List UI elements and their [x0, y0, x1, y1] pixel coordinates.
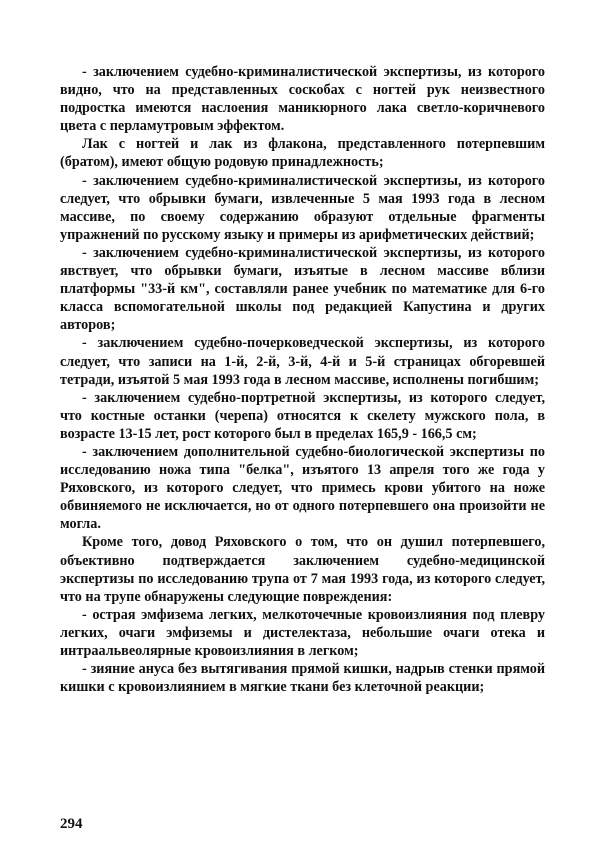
paragraph-knife-expertise: - заключением дополнительной судебно-биологической экспертизы по исследованию ножа типа "белка", изъятого 13 апреля того же года у Ряховского, из которого следует, что примесь крови убитого на ноже обвиняемого не исключается, но от одного потерпевшего она произойти не могла.	[60, 443, 545, 533]
paragraph-paper-fragments: - заключением судебно-криминалистической экспертизы, из которого следует, что обрывки бумаги, извлеченные 5 мая 1993 года в лесном массиве, по своему содержанию образуют отдельные фрагменты упражнений по русскому языку и примеры из арифметических действий;	[60, 172, 545, 243]
body-text	[60, 63, 545, 696]
paragraph-expertise-lacquer: - заключением судебно-криминалистической экспертизы, из которого видно, что на представленных соскобах с ногтей рук неизвестного подростка имеются наслоения маникюрного лака светло-коричневого цвета с перламутровым эффектом.	[60, 64, 545, 135]
paragraph-math-textbook: - заключением судебно-криминалистической экспертизы, из которого явствует, что обрывки бумаги, изъятые в лесном массиве вблизи платформы "33-й км", составляли ранее учебник по математике для 6-го класса вспомогательной школы под редакцией Капустина и других авторов;	[60, 244, 545, 334]
paragraph-rectal-injuries: - зияние ануса без вытягивания прямой кишки, надрыв стенки прямой кишки с кровоизлиянием в мягкие ткани без клеточной реакции;	[60, 661, 545, 696]
paragraph-lung-injuries: - острая эмфизема легких, мелкоточечные кровоизлияния под плевру легких, очаги эмфиземы и дистелектаза, небольшие очаги отека и интраальвеолярные кровоизлияния в легком;	[60, 606, 545, 659]
paragraph-handwriting: - заключением судебно-почерковедческой экспертизы, из которого следует, что записи на 1-й, 2-й, 3-й, 4-й и 5-й страницах обгоревшей тетради, изъятой 5 мая 1993 года в лесном массиве, исполнены погибшим;	[60, 335, 545, 388]
paragraph-lacquer-match: Лак с ногтей и лак из флакона, представленного потерпевшим (братом), имеют общую родовую принадлежность;	[60, 136, 545, 171]
page-number: 294	[60, 816, 83, 832]
paragraph-portrait-expertise: - заключением судебно-портретной экспертизы, из которого следует, что костные останки (черепа) относятся к скелету мужского пола, в возрасте 13-15 лет, рост которого был в пределах 165,9 - 166,5 см;	[60, 389, 545, 442]
paragraph-strangling-evidence: Кроме того, довод Ряховского о том, что он душил потерпевшего, объективно подтверждается заключением судебно-медицинской экспертизы по исследованию трупа от 7 мая 1993 года, из которого следует, что на трупе обнаружены следующие повреждения:	[60, 534, 545, 605]
